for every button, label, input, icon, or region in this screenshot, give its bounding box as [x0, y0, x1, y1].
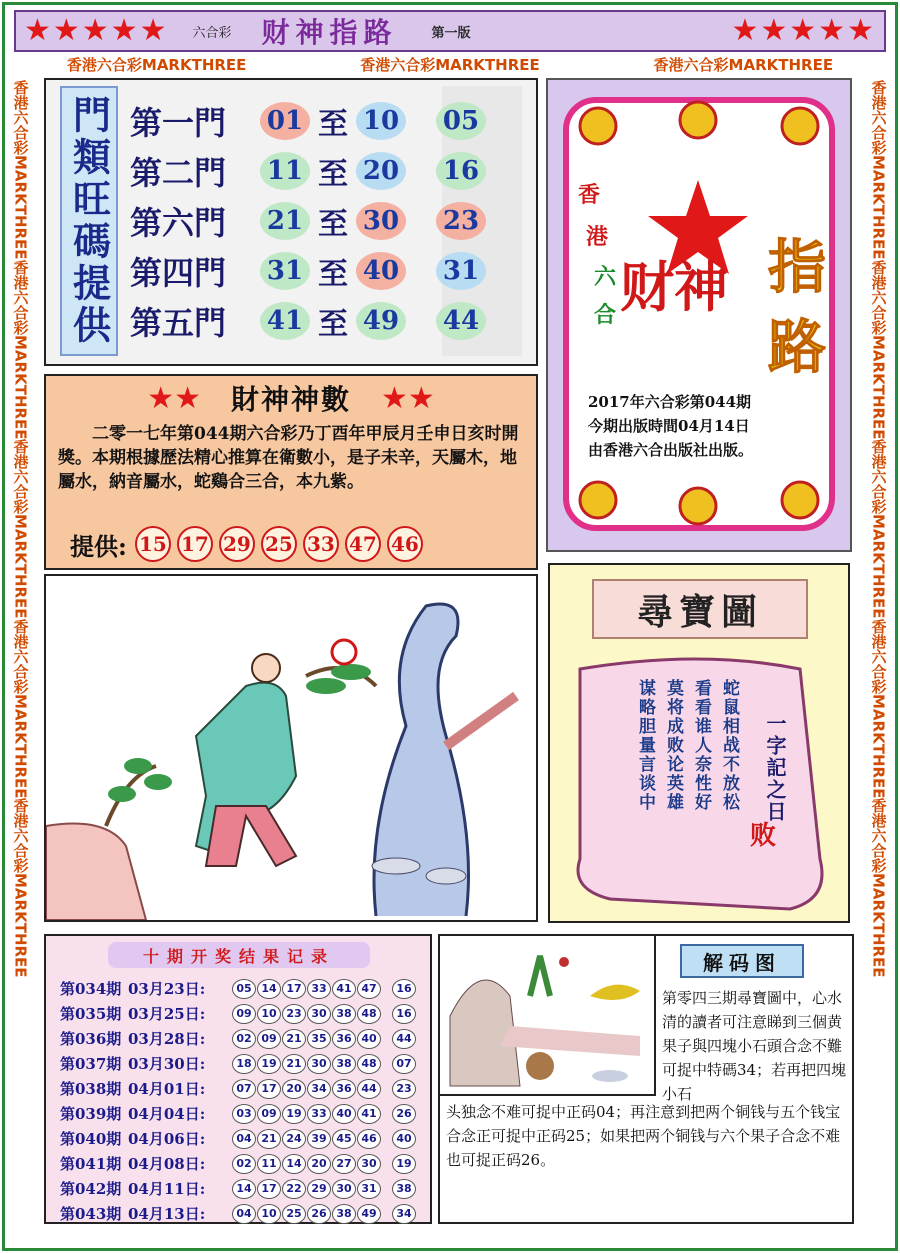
record-period: 第042期	[60, 1180, 122, 1198]
door-pick: 16	[436, 152, 486, 190]
poster-main: 财神	[620, 255, 728, 319]
record-number: 33	[307, 1104, 331, 1124]
door-to: 40	[356, 252, 406, 290]
records-panel	[44, 934, 432, 1224]
record-number: 14	[232, 1179, 256, 1199]
treasure-poem	[634, 679, 740, 849]
record-special: 26	[392, 1104, 416, 1124]
shenshu-numbers	[135, 526, 429, 562]
shenshu-panel	[44, 374, 538, 570]
record-number: 09	[257, 1104, 281, 1124]
record-number: 41	[357, 1104, 381, 1124]
record-number: 30	[307, 1004, 331, 1024]
record-number: 18	[232, 1054, 256, 1074]
door-name: 第一門	[130, 104, 227, 142]
record-number: 39	[307, 1129, 331, 1149]
record-row	[60, 1051, 430, 1076]
record-number: 30	[307, 1054, 331, 1074]
record-number: 46	[357, 1129, 381, 1149]
record-period: 第035期	[60, 1005, 122, 1023]
door-to: 30	[356, 202, 406, 240]
door-to-word: 至	[318, 157, 348, 192]
record-row	[60, 1151, 430, 1176]
record-number: 02	[232, 1029, 256, 1049]
record-number: 21	[257, 1129, 281, 1149]
record-date: 03月30日:	[128, 1055, 206, 1073]
doors-vertical-label: 門類旺碼提供	[60, 86, 118, 356]
marquee-right	[866, 80, 892, 1230]
record-number: 30	[357, 1154, 381, 1174]
decode-title: 解码图	[680, 944, 804, 978]
treasure-side-label: 一字記之日	[763, 713, 787, 823]
record-number: 25	[282, 1204, 306, 1224]
marquee-text: 香港六合彩MARKTHREE	[11, 798, 30, 978]
record-row	[60, 1201, 430, 1226]
record-number: 05	[232, 979, 256, 999]
record-number: 47	[357, 979, 381, 999]
record-number: 36	[332, 1079, 356, 1099]
marquee-text: 香港六合彩MARKTHREE	[11, 618, 30, 799]
door-name: 第四門	[130, 254, 227, 292]
door-to: 20	[356, 152, 406, 190]
record-number: 04	[232, 1204, 256, 1224]
record-period: 第043期	[60, 1205, 122, 1223]
record-number: 30	[332, 1179, 356, 1199]
record-row	[60, 976, 430, 1001]
record-date: 04月01日:	[128, 1080, 206, 1098]
door-to-word: 至	[318, 207, 348, 242]
record-date: 03月28日:	[128, 1030, 206, 1048]
record-number: 04	[232, 1129, 256, 1149]
record-number: 22	[282, 1179, 306, 1199]
record-special: 40	[392, 1129, 416, 1149]
door-row	[130, 296, 530, 346]
decode-bottom-text: 头独念不难可捉中正码04；再注意到把两个铜钱与五个钱宝合念正可捉中正码25；如果把两个铜钱与六个果子合念不难也可捉正码26。	[446, 1103, 841, 1169]
door-pick: 23	[436, 202, 486, 240]
shenshu-provide-label: 提供:	[70, 531, 127, 561]
record-number: 11	[257, 1154, 281, 1174]
marquee-text: 香港六合彩MARKTHREE	[11, 259, 30, 440]
record-row	[60, 1076, 430, 1101]
shenshu-number: 17	[177, 526, 213, 562]
record-number: 21	[282, 1054, 306, 1074]
record-special: 16	[392, 979, 416, 999]
record-number: 26	[307, 1204, 331, 1224]
door-from: 31	[260, 252, 310, 290]
door-from: 21	[260, 202, 310, 240]
decode-side-text: 第零四三期尋寶圖中，心水清的讀者可注意睇到三個黄果子與四塊小石頭合念不難可捉中特碼34；若再把四塊小石	[662, 989, 847, 1103]
record-number: 48	[357, 1004, 381, 1024]
record-special: 19	[392, 1154, 416, 1174]
record-period: 第034期	[60, 980, 122, 998]
door-name: 第六門	[130, 204, 227, 242]
record-number: 48	[357, 1054, 381, 1074]
record-number: 07	[232, 1079, 256, 1099]
record-date: 03月25日:	[128, 1005, 206, 1023]
door-row	[130, 246, 530, 296]
marquee-text: 香港六合彩MARKTHREE	[360, 55, 540, 74]
poster-brand-2: 港	[586, 224, 609, 250]
header-edition: 第一版	[431, 25, 471, 41]
decode-picture	[440, 936, 656, 1096]
header-title: 财神指路	[261, 16, 398, 49]
poster-info-line: 今期出版時間04月14日	[588, 417, 750, 435]
record-date: 04月04日:	[128, 1105, 206, 1123]
record-number: 20	[282, 1079, 306, 1099]
record-number: 49	[357, 1204, 381, 1224]
door-row	[130, 146, 530, 196]
record-number: 24	[282, 1129, 306, 1149]
door-name: 第二門	[130, 154, 227, 192]
shenshu-number: 29	[219, 526, 255, 562]
record-special: 38	[392, 1179, 416, 1199]
doors-panel	[44, 78, 538, 366]
shenshu-number: 25	[261, 526, 297, 562]
treasure-panel	[548, 563, 850, 923]
record-date: 04月06日:	[128, 1130, 206, 1148]
record-number: 19	[257, 1054, 281, 1074]
record-number: 29	[307, 1179, 331, 1199]
door-from: 11	[260, 152, 310, 190]
door-to: 49	[356, 302, 406, 340]
marquee-bottom	[10, 1232, 890, 1248]
poster-side-1: 指	[768, 233, 827, 301]
treasure-side-word: 败	[750, 821, 777, 851]
record-number: 35	[307, 1029, 331, 1049]
record-number: 33	[307, 979, 331, 999]
treasure-title: 尋寶圖	[592, 579, 808, 639]
poster-panel	[546, 78, 852, 552]
header-bar	[14, 10, 886, 52]
record-number: 40	[357, 1029, 381, 1049]
decode-illustration	[440, 936, 654, 1094]
record-period: 第037期	[60, 1055, 122, 1073]
poem-column: 看看谁人奈性好	[691, 679, 711, 812]
poem-column: 蛇鼠相战不放松	[719, 679, 739, 812]
record-special: 44	[392, 1029, 416, 1049]
record-number: 21	[282, 1029, 306, 1049]
record-number: 10	[257, 1004, 281, 1024]
shenshu-number: 15	[135, 526, 171, 562]
record-number: 09	[232, 1004, 256, 1024]
poem-column: 谋略胆量言谈中	[635, 679, 655, 812]
record-number: 36	[332, 1029, 356, 1049]
poster-info-line: 由香港六合出版社出版。	[588, 441, 754, 459]
poster-info	[588, 390, 828, 462]
poster-info-line: 2017年六合彩第044期	[588, 393, 752, 411]
record-number: 17	[257, 1079, 281, 1099]
poster-brand-3: 六	[594, 264, 617, 290]
illustration-panel	[44, 574, 538, 922]
record-special: 16	[392, 1004, 416, 1024]
record-number: 40	[332, 1104, 356, 1124]
record-number: 14	[257, 979, 281, 999]
record-number: 34	[307, 1079, 331, 1099]
record-number: 03	[232, 1104, 256, 1124]
record-row	[60, 1126, 430, 1151]
record-special: 23	[392, 1079, 416, 1099]
door-name: 第五門	[130, 304, 227, 342]
record-row	[60, 1101, 430, 1126]
header-stars-left: ★★★★★	[24, 13, 169, 48]
records-list	[60, 976, 430, 1226]
record-number: 27	[332, 1154, 356, 1174]
shenshu-number: 46	[387, 526, 423, 562]
record-date: 04月11日:	[128, 1180, 206, 1198]
marquee-text: 香港六合彩MARKTHREE	[66, 55, 247, 74]
marquee-text: 香港六合彩MARKTHREE	[869, 259, 888, 440]
marquee-text: 香港六合彩MARKTHREE	[653, 55, 834, 74]
marquee-text: 香港六合彩MARKTHREE	[869, 439, 888, 619]
record-period: 第036期	[60, 1030, 122, 1048]
marquee-left	[8, 80, 34, 1230]
header-stars-right: ★★★★★	[731, 13, 876, 48]
record-row	[60, 1001, 430, 1026]
record-date: 04月08日:	[128, 1155, 206, 1173]
record-special: 07	[392, 1054, 416, 1074]
record-number: 38	[332, 1204, 356, 1224]
poem-column: 莫将成败论英雄	[663, 679, 683, 812]
record-number: 38	[332, 1054, 356, 1074]
door-to-word: 至	[318, 107, 348, 142]
poster-side-2: 路	[768, 313, 827, 381]
record-period: 第038期	[60, 1080, 122, 1098]
shenshu-header	[56, 378, 526, 418]
shenshu-number: 47	[345, 526, 381, 562]
record-number: 14	[282, 1154, 306, 1174]
record-number: 17	[257, 1179, 281, 1199]
record-special: 34	[392, 1204, 416, 1224]
poster-brand-1: 香	[578, 182, 601, 208]
decode-panel	[438, 934, 854, 1224]
marquee-text: 香港六合彩MARKTHREE	[869, 618, 888, 799]
shenshu-provide	[70, 526, 429, 562]
header-small-label: 六合彩	[192, 25, 232, 41]
record-number: 45	[332, 1129, 356, 1149]
shenshu-body: 二零一七年第044期六合彩乃丁酉年甲辰月壬申日亥时開獎。本期根據歷法精心推算在衛數小，是子未辛，天屬木，地屬水，納音屬水，蛇鷄合三合，本九紫。	[58, 424, 519, 492]
door-pick: 44	[436, 302, 486, 340]
record-number: 44	[357, 1079, 381, 1099]
record-row	[60, 1176, 430, 1201]
record-date: 04月13日:	[128, 1205, 206, 1223]
door-row	[130, 196, 530, 246]
door-pick: 31	[436, 252, 486, 290]
record-number: 19	[282, 1104, 306, 1124]
record-period: 第040期	[60, 1130, 122, 1148]
record-number: 10	[257, 1204, 281, 1224]
record-number: 17	[282, 979, 306, 999]
door-to-word: 至	[318, 257, 348, 292]
marquee-text: 香港六合彩MARKTHREE	[11, 80, 30, 260]
doors-rows	[130, 96, 530, 346]
record-period: 第041期	[60, 1155, 122, 1173]
marquee-text: 香港六合彩MARKTHREE	[11, 439, 30, 619]
illustration	[46, 576, 536, 920]
poster-brand-4: 合	[594, 302, 617, 328]
record-number: 31	[357, 1179, 381, 1199]
shenshu-stars-right: ★★	[381, 380, 435, 416]
shenshu-title: 財神神數	[230, 383, 351, 416]
marquee-text: 香港六合彩MARKTHREE	[869, 80, 888, 260]
marquee-text: 香港六合彩MARKTHREE	[869, 798, 888, 978]
record-date: 03月23日:	[128, 980, 206, 998]
record-period: 第039期	[60, 1105, 122, 1123]
record-number: 20	[307, 1154, 331, 1174]
shenshu-stars-left: ★★	[147, 380, 201, 416]
marquee-top	[10, 54, 890, 74]
record-number: 38	[332, 1004, 356, 1024]
record-number: 09	[257, 1029, 281, 1049]
door-pick: 05	[436, 102, 486, 140]
record-number: 23	[282, 1004, 306, 1024]
records-title: 十期开奖结果记录	[108, 942, 370, 968]
door-row	[130, 96, 530, 146]
door-from: 41	[260, 302, 310, 340]
door-to: 10	[356, 102, 406, 140]
door-from: 01	[260, 102, 310, 140]
record-number: 41	[332, 979, 356, 999]
shenshu-number: 33	[303, 526, 339, 562]
record-row	[60, 1026, 430, 1051]
record-number: 02	[232, 1154, 256, 1174]
door-to-word: 至	[318, 307, 348, 342]
